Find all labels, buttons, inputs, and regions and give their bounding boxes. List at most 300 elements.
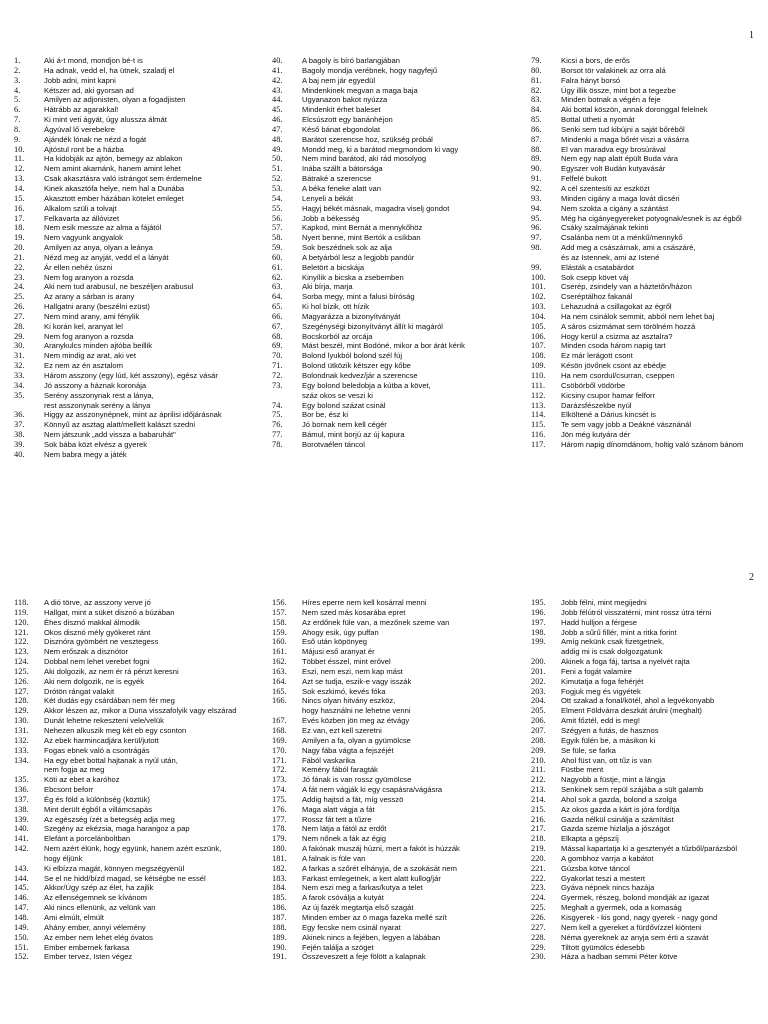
proverb-text: Lenyeli a békát: [302, 193, 354, 203]
proverb-row: [531, 135, 764, 145]
proverb-row: [14, 450, 264, 460]
proverb-text: A baj nem jár egyedül: [302, 75, 376, 85]
proverb-number: 183.: [272, 873, 287, 883]
proverb-number: 227.: [531, 922, 546, 932]
proverb-row: [14, 657, 264, 667]
proverb-row: [14, 341, 264, 351]
proverb-text: Nem fog aranyon a rozsda: [44, 272, 134, 282]
proverb-text: Háza a hadban semmi Péter kötve: [561, 952, 678, 962]
proverb-number: 12.: [14, 164, 25, 174]
proverb-text: Mondd meg, ki a barátod megmondom ki vagy: [302, 144, 459, 154]
proverb-number: 37.: [14, 420, 25, 430]
proverb-number: 113.: [531, 400, 546, 410]
proverb-text: Nyert benne, mint Bertók a csíkban: [302, 233, 421, 243]
proverb-number: 79.: [531, 56, 542, 65]
proverb-number: 175.: [272, 794, 287, 804]
proverb-text: Kicsi a bors, de erős: [561, 56, 630, 65]
proverb-text: Aki nem tud arabusul, ne beszéljen arabusul: [44, 282, 194, 292]
proverb-number: 19.: [14, 233, 25, 243]
proverb-row: [272, 253, 522, 263]
proverb-number: [14, 765, 44, 775]
proverb-row: [14, 174, 264, 184]
proverb-number: 21.: [14, 252, 25, 262]
proverb-row: [272, 943, 522, 953]
proverb-row: [531, 263, 764, 273]
proverb-number: 89.: [531, 154, 542, 164]
proverb-number: 202.: [531, 676, 546, 686]
proverb-text: El van maradva egy brosúrával: [561, 144, 666, 154]
proverb-number: 35.: [14, 390, 25, 400]
proverb-number: 186.: [272, 903, 287, 913]
proverb-row: [14, 154, 264, 164]
proverb-row: [531, 815, 764, 825]
proverb-number: 203.: [531, 686, 546, 696]
proverb-row: [272, 677, 522, 687]
proverb-row: [14, 184, 264, 194]
proverb-text: Amilyen az adjonisten, olyan a fogadjisten: [44, 95, 186, 105]
proverb-text: Ki hol bízik, ott hízik: [302, 302, 370, 312]
proverb-number: 58.: [272, 233, 283, 243]
proverb-number: 117.: [531, 439, 546, 449]
proverb-row: [531, 923, 764, 933]
proverb-text: Ha adnak, vedd el, ha ütnek, szaladj el: [44, 65, 175, 75]
proverb-number: 48.: [272, 134, 283, 144]
proverb-text: Aranykulcs minden ajtóba beillik: [44, 341, 153, 351]
proverb-row: [14, 785, 264, 795]
proverb-text: Amilyen a fa, olyan a gyümölcse: [302, 735, 411, 745]
proverb-row: [531, 56, 764, 66]
proverb-text: Kimutatja a foga fehérjét: [561, 676, 644, 686]
proverb-text: Jön még kutyára dér: [561, 430, 631, 440]
proverb-text: Nincs olyan hitvány eszköz,: [302, 696, 396, 706]
proverb-number: 217.: [531, 824, 546, 834]
proverb-number: 95.: [531, 213, 542, 223]
proverb-number: 29.: [14, 331, 25, 341]
proverb-number: 88.: [531, 144, 542, 154]
proverb-text: Egy bolond százat csinál: [302, 400, 386, 410]
proverb-number: 49.: [272, 144, 283, 154]
proverb-number: 52.: [272, 174, 283, 184]
proverb-text: Serény asszonynak rest a lánya,: [44, 390, 154, 400]
proverb-number: 120.: [14, 617, 29, 627]
proverb-row: [14, 76, 264, 86]
proverb-number: 5.: [14, 95, 21, 105]
proverb-text: Könnyű az asztag alatt/mellett kalászt szedni: [44, 420, 196, 430]
proverb-text: Az okos gazda a kárt is jóra fordítja: [561, 804, 680, 814]
proverb-text: Gúzsba kötve táncol: [561, 863, 630, 873]
proverb-number: 28.: [14, 321, 25, 331]
proverb-row: [272, 834, 522, 844]
proverb-row: [272, 76, 522, 86]
proverb-text: Nem eszi meg a farkas/kutya a telet: [302, 883, 423, 893]
proverb-text: Feni a fogát valamire: [561, 666, 632, 676]
proverb-number: 57.: [272, 223, 283, 233]
proverb-row: [14, 115, 264, 125]
proverb-number: 42.: [272, 75, 283, 85]
proverb-text: Drótön rángat valakit: [44, 686, 115, 696]
proverb-text: Akkor/Úgy szép az élet, ha zajlik: [44, 883, 154, 893]
proverb-number: 143.: [14, 863, 29, 873]
proverb-text: Se el ne hidd/bízd magad, se kétségbe ne essél: [44, 873, 206, 883]
proverb-text: Rossz fát tett a tűzre: [302, 814, 372, 824]
proverb-row: [14, 687, 264, 697]
proverb-row: [14, 430, 264, 440]
proverb-number: 149.: [14, 922, 29, 932]
proverb-row: [272, 135, 522, 145]
proverb-number: 197.: [531, 617, 546, 627]
proverb-number: 225.: [531, 903, 546, 913]
proverb-number: 223.: [531, 883, 546, 893]
proverb-row: [272, 332, 522, 342]
proverb-text: Jó bornak nem kell cégér: [302, 420, 387, 430]
proverb-number: 132.: [14, 735, 29, 745]
proverb-text: Kinek akasztófa helye, nem hal a Dunába: [44, 183, 185, 193]
proverb-text: Ahogy esik, úgy puffan: [302, 627, 379, 637]
proverb-row: [272, 628, 522, 638]
column-2: [272, 598, 522, 962]
proverb-number: 221.: [531, 863, 546, 873]
proverb-number: 180.: [272, 844, 287, 854]
proverb-row: [14, 282, 264, 292]
proverb-number: 86.: [531, 124, 542, 134]
column-1: [14, 598, 264, 962]
proverb-number: 228.: [531, 932, 546, 942]
proverb-text: Kemény fából faragták: [302, 765, 378, 775]
proverb-number: [272, 391, 302, 401]
proverb-row: [531, 805, 764, 815]
proverb-row: [531, 86, 764, 96]
proverb-number: 133.: [14, 745, 29, 755]
proverb-text: Fején találja a szöget: [302, 942, 374, 952]
proverb-number: 96.: [531, 223, 542, 233]
proverb-row: [272, 785, 522, 795]
proverb-row: [14, 795, 264, 805]
proverb-text: Ki mint veti ágyát, úgy alussza álmát: [44, 115, 167, 125]
proverb-row: [531, 844, 764, 854]
proverb-text: Hagyj békét másnak, magadra viselj gondot: [302, 203, 450, 213]
proverb-row: [531, 391, 764, 401]
proverb-text: Még ha cigányegyereket potyognak/esnek is az égből: [561, 213, 742, 223]
proverb-number: 129.: [14, 706, 29, 716]
proverb-row: [531, 765, 764, 775]
proverb-row: [531, 824, 764, 834]
proverb-number: 27.: [14, 311, 25, 321]
proverb-text: Gyáva népnek nincs hazája: [561, 883, 655, 893]
proverb-row: [531, 913, 764, 923]
proverb-text: Nem látja a fától az erdőt: [302, 824, 387, 834]
proverb-number: 45.: [272, 105, 283, 115]
proverb-number: 64.: [272, 292, 283, 302]
proverb-text: Az ember nem lehet elég óvatos: [44, 932, 153, 942]
proverb-row: [531, 351, 764, 361]
proverb-text: Egy bolond beledobja a kútba a követ,: [302, 380, 431, 390]
proverb-row: [272, 598, 522, 608]
proverb-text: Bagoly mondja verébnek, hogy nagyfejű: [302, 65, 438, 75]
proverb-number: 145.: [14, 883, 29, 893]
proverb-text: Ha nem csordul/csurran, cseppen: [561, 371, 675, 380]
proverb-row: [272, 637, 522, 647]
proverb-number: 214.: [531, 794, 546, 804]
proverb-number: 209.: [531, 745, 546, 755]
proverb-row: [272, 174, 522, 184]
proverb-text: Gyakorlat teszi a mestert: [561, 873, 645, 883]
proverb-number: 114.: [531, 410, 546, 420]
proverb-row: [14, 677, 264, 687]
proverb-text: Mindenki a maga bőrét viszi a vásárra: [561, 134, 689, 144]
proverb-text: Néma gyereknek az anyja sem érti a szavát: [561, 932, 709, 942]
proverb-row: [531, 312, 764, 322]
proverb-row: [531, 726, 764, 736]
proverb-row: [272, 381, 522, 391]
proverb-text: Májusi eső aranyat ér: [302, 647, 375, 657]
proverb-text: Jó fának is van rossz gyümölcse: [302, 775, 412, 785]
proverb-number: 72.: [272, 371, 283, 380]
proverb-row: [272, 194, 522, 204]
proverb-text: Bámul, mint borjú az új kapura: [302, 430, 405, 440]
proverb-text: Akkor lészen az, mikor a Duna visszafolyik vagy elszárad: [44, 706, 237, 716]
proverb-row: [14, 775, 264, 785]
proverb-number: 87.: [531, 134, 542, 144]
proverb-row: [531, 332, 764, 342]
proverb-text: Dobbal nem lehet verebet fogni: [44, 657, 150, 667]
proverb-number: 11.: [14, 154, 25, 164]
proverb-number: 156.: [272, 598, 287, 607]
proverb-number: 43.: [272, 85, 283, 95]
proverb-number: 121.: [14, 627, 29, 637]
proverb-text: Minden csoda három napig tart: [561, 341, 666, 351]
proverb-row: [14, 854, 264, 864]
proverb-row: [272, 86, 522, 96]
proverb-number: [272, 706, 302, 716]
proverb-row: [272, 410, 522, 420]
proverb-row: [272, 351, 522, 361]
proverb-number: 182.: [272, 863, 287, 873]
proverb-row: [14, 56, 264, 66]
proverb-text: Nem egy nap alatt épült Buda vára: [561, 154, 678, 164]
proverb-row: [14, 716, 264, 726]
proverb-row: [272, 401, 522, 411]
proverb-text: A betyárból lesz a legjobb pandúr: [302, 252, 415, 262]
proverb-row: [531, 864, 764, 874]
proverb-number: 92.: [531, 183, 542, 193]
proverb-row: [531, 677, 764, 687]
proverb-number: 7.: [14, 115, 21, 125]
proverb-number: 208.: [531, 735, 546, 745]
proverb-text: Nem szokta a cigány a szántást: [561, 203, 669, 213]
proverb-number: 73.: [272, 380, 283, 390]
proverb-text: Ez nem az én asztalom: [44, 361, 123, 371]
proverb-number: 124.: [14, 657, 29, 667]
proverb-text: Nem erőszak a disznótor: [44, 647, 128, 657]
proverb-row: [531, 214, 764, 224]
proverb-number: 83.: [531, 95, 542, 105]
proverb-row: [531, 204, 764, 214]
proverb-row: [272, 667, 522, 677]
proverb-number: 9.: [14, 134, 21, 144]
proverb-number: 62.: [272, 272, 283, 282]
proverb-row: [272, 815, 522, 825]
proverb-row: [14, 608, 264, 618]
proverb-row: [272, 854, 522, 864]
proverb-text: Aki nem dolgozik, ne is egyék: [44, 676, 145, 686]
proverb-number: 39.: [14, 439, 25, 449]
proverb-row: [272, 223, 522, 233]
proverb-row: [272, 952, 522, 962]
proverb-text: Borsot tör valakinek az orra alá: [561, 65, 666, 75]
proverb-row: [531, 174, 764, 184]
proverb-text: Okos disznó mély gyökeret ránt: [44, 627, 151, 637]
proverb-row: [531, 401, 764, 411]
proverb-number: 84.: [531, 105, 542, 115]
proverb-number: 213.: [531, 785, 546, 795]
proverb-row: [14, 401, 264, 411]
proverb-row: [14, 371, 264, 381]
proverb-row: [272, 756, 522, 766]
proverb-number: 3.: [14, 75, 21, 85]
proverb-number: 222.: [531, 873, 546, 883]
proverb-text: Aki á-t mond, mondjon bé-t is: [44, 56, 143, 65]
proverb-row: [14, 263, 264, 273]
proverb-text: Felkavarta az állóvizet: [44, 213, 120, 223]
proverb-row: [531, 903, 764, 913]
proverb-number: 76.: [272, 420, 283, 430]
proverb-number: 78.: [272, 439, 283, 449]
proverb-text: Elcsúszott egy banánhéjon: [302, 115, 393, 125]
proverb-row: [14, 223, 264, 233]
proverb-number: 122.: [14, 637, 29, 647]
proverb-number: 56.: [272, 213, 283, 223]
proverb-text: Az ebek harmincadjára kerül/jutott: [44, 735, 159, 745]
proverb-text: A sáros csizmámat sem törölném hozzá: [561, 321, 696, 331]
proverb-row: [14, 883, 264, 893]
proverb-number: 142.: [14, 844, 29, 854]
proverb-text: Felfelé bukott: [561, 174, 607, 184]
proverb-number: 152.: [14, 952, 29, 962]
proverb-row: [531, 95, 764, 105]
proverb-row: [14, 628, 264, 638]
proverb-row: [272, 824, 522, 834]
proverb-row: [272, 765, 522, 775]
proverb-number: 144.: [14, 873, 29, 883]
proverb-text: Az erdőnek füle van, a mezőnek szeme van: [302, 617, 450, 627]
proverb-text: Farkast emlegetnek, a kert alatt kullog/jár: [302, 873, 441, 883]
proverb-row: [531, 883, 764, 893]
proverb-number: 195.: [531, 598, 546, 607]
proverb-number: 107.: [531, 341, 546, 351]
proverb-number: 162.: [272, 657, 287, 667]
proverb-row: [531, 371, 764, 381]
proverb-row: [272, 391, 522, 401]
proverb-number: 74.: [272, 400, 283, 410]
proverb-row: [531, 874, 764, 884]
proverb-text: Késön jövőnek csont az ebédje: [561, 361, 667, 371]
proverb-number: 128.: [14, 696, 29, 706]
proverb-text: Ember tervez, Isten végez: [44, 952, 133, 962]
proverb-row: [14, 351, 264, 361]
proverb-number: 167.: [272, 716, 287, 726]
proverb-number: 77.: [272, 430, 283, 440]
proverb-text: Három asszony (egy lúd, két asszony), egész vásár: [44, 371, 218, 380]
proverb-number: 224.: [531, 893, 546, 903]
proverb-text: A fát nem vágják ki egy csapásra/vágásra: [302, 785, 443, 795]
proverb-text: A béka feneke alatt van: [302, 183, 381, 193]
proverb-text: Mindenkit érhet baleset: [302, 105, 381, 115]
proverb-row: [531, 430, 764, 440]
proverb-text: Ahol füst van, ott tűz is van: [561, 755, 652, 765]
proverb-row: [14, 933, 264, 943]
proverb-text: A falnak is füle van: [302, 853, 366, 863]
proverb-text: Ha egy ebet bottal hajtanak a nyúl után,: [44, 755, 178, 765]
proverb-number: 15.: [14, 193, 25, 203]
proverb-text: Minden cigány a maga lovát dicséri: [561, 193, 680, 203]
proverb-number: 20.: [14, 243, 25, 253]
proverb-row: [14, 86, 264, 96]
proverb-row: [531, 943, 764, 953]
proverb-number: 115.: [531, 420, 546, 430]
proverb-text: Bor be, ész ki: [302, 410, 349, 420]
proverb-number: 190.: [272, 942, 287, 952]
proverb-text: Te sem vagy jobb a Deákné vásznánál: [561, 420, 692, 430]
proverb-row: [531, 687, 764, 697]
proverb-number: 81.: [531, 75, 542, 85]
proverb-row: [272, 125, 522, 135]
proverb-number: 14.: [14, 183, 25, 193]
proverb-number: 126.: [14, 676, 29, 686]
proverb-text: Ugyanazon bakot nyúzza: [302, 95, 388, 105]
proverb-text: A gombhoz varrja a kabátot: [561, 853, 654, 863]
proverb-row: [14, 815, 264, 825]
proverb-row: [14, 292, 264, 302]
proverb-number: 216.: [531, 814, 546, 824]
proverb-row: [272, 105, 522, 115]
proverb-number: 229.: [531, 942, 546, 952]
proverb-number: 137.: [14, 794, 29, 804]
proverb-number: 44.: [272, 95, 283, 105]
proverb-number: 105.: [531, 321, 546, 331]
proverb-text: Bocskorból az orcája: [302, 331, 373, 341]
proverb-row: [14, 756, 264, 766]
proverb-row: [14, 765, 264, 775]
proverb-text: Fogjuk meg és vigyétek: [561, 686, 641, 696]
proverb-text: Hátrább az agarakkal!: [44, 105, 119, 115]
proverb-row: [531, 746, 764, 756]
proverb-row: [14, 805, 264, 815]
proverb-row: [14, 361, 264, 371]
proverb-row: [272, 204, 522, 214]
proverb-text: Nem mind arany, ami fénylik: [44, 311, 140, 321]
proverb-number: 24.: [14, 282, 25, 292]
proverb-text: Nem mindig az arat, aki vet: [44, 351, 137, 361]
proverb-text: Akasztott ember házában kötelet emleget: [44, 193, 184, 203]
proverb-text: Fából vaskarika: [302, 755, 356, 765]
proverb-text: Gazda szeme hizlalja a jószágot: [561, 824, 670, 834]
proverb-row: [531, 952, 764, 962]
column-3: [531, 598, 764, 962]
proverb-row: [531, 637, 764, 647]
proverb-row: [272, 893, 522, 903]
proverb-number: 134.: [14, 755, 29, 765]
proverb-text: Híres eperre nem kell kosárral menni: [302, 598, 427, 607]
proverb-row: [14, 253, 264, 263]
proverb-text: Késő bánat ebgondolat: [302, 124, 381, 134]
proverb-text: Akinek nincs a fejében, legyen a lábában: [302, 932, 441, 942]
proverb-row: [272, 608, 522, 618]
proverb-row: [272, 687, 522, 697]
proverb-row: [531, 381, 764, 391]
proverb-number: [531, 253, 561, 263]
proverb-text: nem fogja az meg: [44, 765, 105, 775]
proverb-number: 200.: [531, 657, 546, 667]
